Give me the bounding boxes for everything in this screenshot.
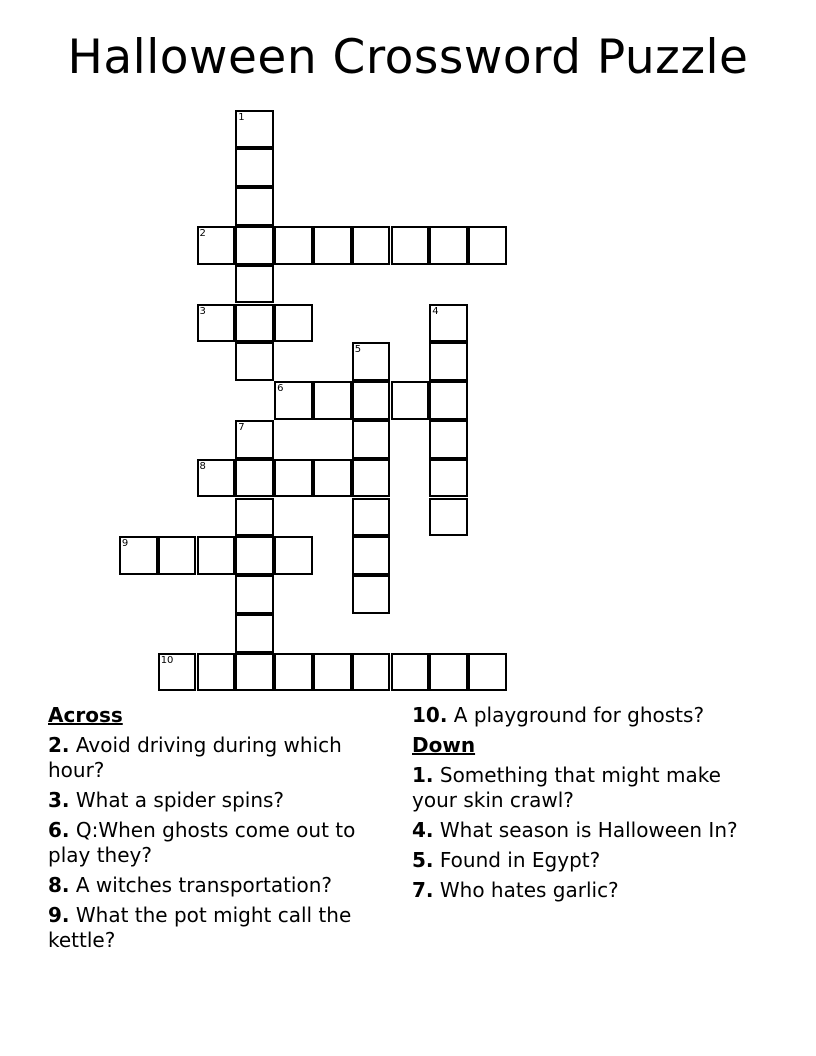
crossword-cell[interactable] bbox=[158, 653, 197, 692]
crossword-cell[interactable] bbox=[429, 498, 468, 537]
crossword-cell[interactable] bbox=[468, 653, 507, 692]
clue-number: 3. bbox=[48, 788, 70, 812]
crossword-cell[interactable] bbox=[158, 536, 197, 575]
clue-across-9 bbox=[48, 903, 388, 953]
clue-number: 4. bbox=[412, 818, 434, 842]
clue-number-label: 1 bbox=[238, 111, 245, 123]
crossword-cell[interactable] bbox=[352, 420, 391, 459]
clue-down-4 bbox=[412, 818, 772, 843]
crossword-cell[interactable] bbox=[235, 148, 274, 187]
clue-number-label: 10 bbox=[160, 654, 174, 666]
clue-number: 7. bbox=[412, 878, 434, 902]
crossword-cell[interactable] bbox=[235, 536, 274, 575]
crossword-cell[interactable] bbox=[429, 420, 468, 459]
clue-number: 6. bbox=[48, 818, 70, 842]
clue-number: 1. bbox=[412, 763, 434, 787]
crossword-cell[interactable] bbox=[197, 459, 236, 498]
clue-number-label: 6 bbox=[277, 383, 284, 395]
clue-across-2 bbox=[48, 733, 388, 783]
crossword-cell[interactable] bbox=[235, 342, 274, 381]
crossword-cell[interactable] bbox=[274, 304, 313, 343]
crossword-cell[interactable] bbox=[352, 342, 391, 381]
clue-number-label: 3 bbox=[199, 305, 206, 317]
clue-text: What season is Halloween In? bbox=[439, 818, 738, 842]
clue-number: 10. bbox=[412, 703, 448, 727]
clues-column-right bbox=[412, 703, 772, 908]
crossword-cell[interactable] bbox=[235, 498, 274, 537]
crossword-cell[interactable] bbox=[391, 381, 430, 420]
clue-number-label: 2 bbox=[199, 227, 206, 239]
clue-text: Found in Egypt? bbox=[439, 848, 601, 872]
crossword-cell[interactable] bbox=[429, 381, 468, 420]
crossword-cell[interactable] bbox=[391, 226, 430, 265]
crossword-cell[interactable] bbox=[352, 381, 391, 420]
crossword-cell[interactable] bbox=[197, 304, 236, 343]
clue-across-3 bbox=[48, 788, 388, 813]
crossword-cell[interactable] bbox=[235, 304, 274, 343]
clue-number-label: 7 bbox=[238, 421, 245, 433]
crossword-cell[interactable] bbox=[274, 459, 313, 498]
crossword-cell[interactable] bbox=[429, 304, 468, 343]
crossword-cell[interactable] bbox=[352, 498, 391, 537]
crossword-cell[interactable] bbox=[235, 420, 274, 459]
crossword-cell[interactable] bbox=[429, 653, 468, 692]
clue-number-label: 9 bbox=[121, 538, 129, 550]
clue-down-1 bbox=[412, 763, 772, 813]
crossword-cell[interactable] bbox=[352, 226, 391, 265]
crossword-cell[interactable] bbox=[119, 536, 158, 575]
across-heading: Across bbox=[48, 703, 123, 727]
crossword-cell[interactable] bbox=[391, 653, 430, 692]
clue-number: 2. bbox=[48, 733, 70, 757]
crossword-cell[interactable] bbox=[197, 536, 236, 575]
crossword-cell[interactable] bbox=[468, 226, 507, 265]
crossword-cell[interactable] bbox=[235, 575, 274, 614]
clue-text: Who hates garlic? bbox=[439, 878, 619, 902]
clue-number: 8. bbox=[48, 873, 70, 897]
crossword-cell[interactable] bbox=[352, 653, 391, 692]
crossword-cell[interactable] bbox=[313, 226, 352, 265]
clue-text: What a spider spins? bbox=[75, 788, 285, 812]
crossword-cell[interactable] bbox=[274, 226, 313, 265]
clue-text: Avoid driving during which hour? bbox=[48, 733, 342, 782]
clue-down-7 bbox=[412, 878, 772, 903]
crossword-cell[interactable] bbox=[197, 653, 236, 692]
clue-down-5 bbox=[412, 848, 772, 873]
crossword-cell[interactable] bbox=[235, 226, 274, 265]
crossword-cell[interactable] bbox=[313, 653, 352, 692]
clue-text: A witches transportation? bbox=[75, 873, 333, 897]
crossword-cell[interactable] bbox=[235, 614, 274, 653]
page-title: Halloween Crossword Puzzle bbox=[67, 30, 749, 85]
clue-number: 9. bbox=[48, 903, 70, 927]
clue-number-label: 4 bbox=[432, 305, 439, 317]
crossword-cell[interactable] bbox=[313, 381, 352, 420]
clue-across-10 bbox=[412, 703, 772, 728]
crossword-cell[interactable] bbox=[352, 459, 391, 498]
crossword-cell[interactable] bbox=[274, 381, 313, 420]
crossword-cell[interactable] bbox=[313, 459, 352, 498]
crossword-cell[interactable] bbox=[274, 536, 313, 575]
crossword-cell[interactable] bbox=[235, 187, 274, 226]
clue-number: 5. bbox=[412, 848, 434, 872]
crossword-cell[interactable] bbox=[429, 459, 468, 498]
crossword-cell[interactable] bbox=[429, 342, 468, 381]
crossword-cell[interactable] bbox=[352, 575, 391, 614]
clue-text: Q:When ghosts come out to play they? bbox=[48, 818, 356, 867]
down-heading: Down bbox=[412, 733, 476, 757]
crossword-cell[interactable] bbox=[235, 265, 274, 304]
crossword-cell[interactable] bbox=[274, 653, 313, 692]
crossword-cell[interactable] bbox=[429, 226, 468, 265]
clue-across-8 bbox=[48, 873, 388, 898]
clues-column-left bbox=[48, 703, 388, 958]
crossword-cell[interactable] bbox=[197, 226, 236, 265]
clue-text: A playground for ghosts? bbox=[453, 703, 705, 727]
crossword-cell[interactable] bbox=[235, 110, 274, 149]
clue-across-6 bbox=[48, 818, 388, 868]
clue-number-label: 8 bbox=[199, 460, 206, 472]
crossword-cell[interactable] bbox=[235, 653, 274, 692]
clue-text: Something that might make your skin crawl? bbox=[412, 763, 721, 812]
clue-number-label: 5 bbox=[354, 344, 362, 356]
crossword-cell[interactable] bbox=[352, 536, 391, 575]
clue-text: What the pot might call the kettle? bbox=[48, 903, 352, 952]
crossword-cell[interactable] bbox=[235, 459, 274, 498]
